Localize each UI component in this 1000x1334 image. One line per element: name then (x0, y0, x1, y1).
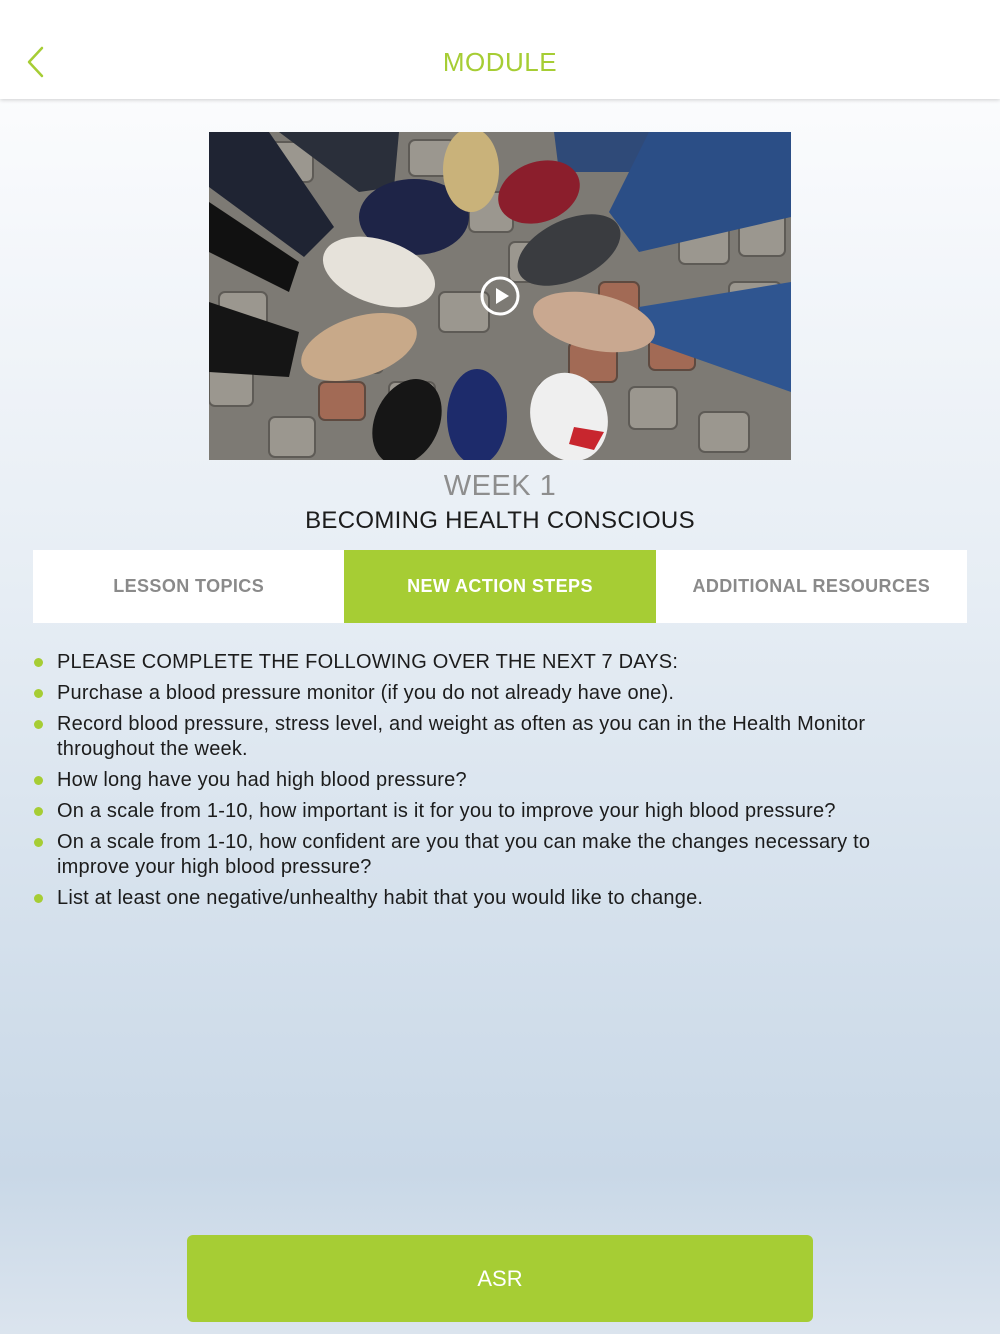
bullet-icon (34, 838, 43, 847)
list-item (33, 886, 943, 911)
list-item-text: List at least one negative/unhealthy habit that you would like to change. (57, 887, 704, 909)
week-label: WEEK 1 (443, 470, 557, 502)
bullet-icon (34, 807, 43, 816)
list-item (33, 650, 943, 675)
list-item-text: Purchase a blood pressure monitor (if you do not already have one). (57, 682, 675, 704)
list-item (33, 712, 943, 762)
asr-button[interactable]: ASR (187, 1235, 813, 1322)
bullet-icon (34, 720, 43, 729)
play-button[interactable] (479, 275, 521, 317)
bullet-icon (34, 776, 43, 785)
tab-lesson-topics[interactable]: LESSON TOPICS (113, 576, 265, 596)
list-item (33, 830, 943, 880)
list-item-text: How long have you had high blood pressure? (57, 769, 467, 791)
list-item-text: On a scale from 1-10, how confident are you that you can make the changes necessary to improve your high blood pressure? (57, 831, 871, 878)
bullet-icon (34, 894, 43, 903)
video-thumbnail[interactable] (209, 132, 791, 460)
page-title: MODULE (442, 47, 558, 77)
play-circle-icon (479, 275, 521, 317)
tab-additional-resources[interactable]: ADDITIONAL RESOURCES (692, 576, 931, 596)
navigation-bar (0, 0, 1000, 99)
tab-new-action-steps[interactable]: NEW ACTION STEPS (344, 550, 655, 623)
bullet-icon (34, 658, 43, 667)
list-item (33, 799, 943, 824)
action-steps-list (33, 650, 943, 917)
list-item-text: On a scale from 1-10, how important is it for you to improve your high blood pressure? (57, 800, 836, 822)
list-item-text: Record blood pressure, stress level, and weight as often as you can in the Health Monitor throughout the week. (57, 713, 866, 760)
list-item (33, 681, 943, 706)
module-title: BECOMING HEALTH CONSCIOUS (305, 507, 695, 534)
tab-bar (33, 550, 967, 623)
list-item (33, 768, 943, 793)
list-item-text: PLEASE COMPLETE THE FOLLOWING OVER THE NEXT 7 DAYS: (57, 651, 679, 673)
bullet-icon (34, 689, 43, 698)
